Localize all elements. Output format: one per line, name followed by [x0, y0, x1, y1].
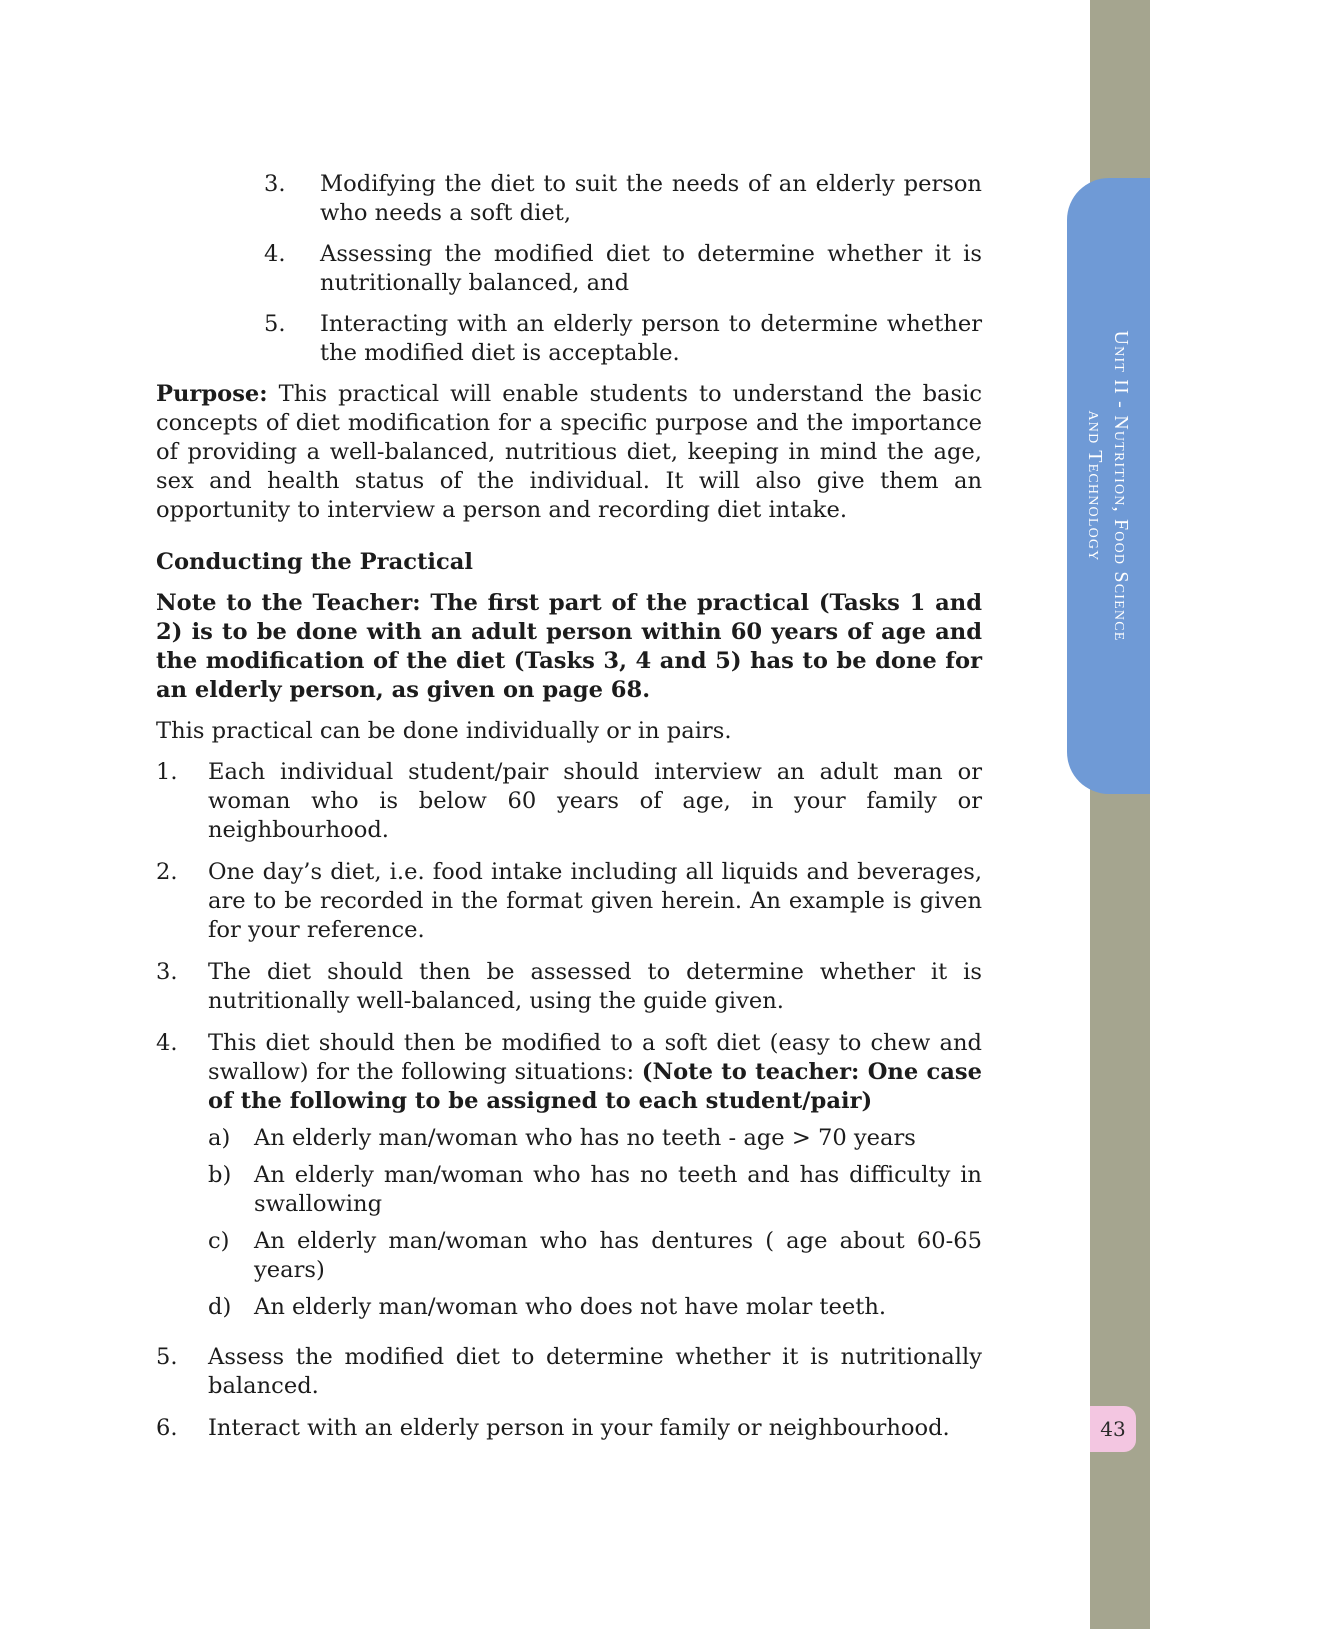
item-text: The diet should then be assessed to determine whether it is nutritionally well-balanced, using the guide given.: [208, 959, 982, 1014]
purpose-paragraph: [156, 380, 982, 525]
item-text: One day’s diet, i.e. food intake including all liquids and beverages, are to be recorded in the format given herein. An example is given for your reference.: [208, 859, 982, 943]
item-number: 4.: [264, 241, 286, 267]
item-number: 6.: [156, 1415, 178, 1441]
list-item: [156, 1029, 982, 1330]
item-text: Assess the modified diet to determine whether it is nutritionally balanced.: [208, 1344, 982, 1399]
item-number: 2.: [156, 859, 178, 885]
intro-line: This practical can be done individually or in pairs.: [156, 718, 732, 744]
item-number: 5.: [264, 311, 286, 337]
item-text: Each individual student/pair should interview an adult man or woman who is below 60 years of age, in your family or neighbourhood.: [208, 759, 982, 843]
sub-item-text: An elderly man/woman who has no teeth - age > 70 years: [254, 1125, 916, 1151]
item-number: 3.: [156, 959, 178, 985]
teacher-note: Note to the Teacher: The first part of the practical (Tasks 1 and 2) is to be done with an adult person within 60 years of age and the modification of the diet (Tasks 3, 4 and 5) has to be done for an elderly person, as given on page 68.: [156, 590, 982, 703]
item-number: 5.: [156, 1344, 178, 1370]
unit-tab-line-2: and Technology: [1084, 410, 1106, 562]
sub-item-text: An elderly man/woman who has dentures ( age about 60-65 years): [254, 1228, 982, 1283]
list-item: [156, 758, 982, 845]
list-item: [264, 170, 982, 228]
item-text: Modifying the diet to suit the needs of an elderly person who needs a soft diet,: [320, 171, 982, 226]
item-text: This diet should then be modified to a soft diet (easy to chew and swallow) for the following situations:: [208, 1030, 982, 1085]
sub-item-letter: a): [208, 1125, 231, 1151]
purpose-text: This practical will enable students to understand the basic concepts of diet modification for a specific purpose and the importance of providing a well-balanced, nutritious diet, keeping in mind the age, sex and health status of the individual. It will also give them an opportunity to interview a person and recording diet intake.: [156, 381, 982, 523]
page-content: [156, 170, 982, 1456]
list-item: [264, 310, 982, 368]
list-item: [156, 1343, 982, 1401]
list-item: [264, 240, 982, 298]
objectives-list: [264, 170, 982, 368]
cases-list: [208, 1124, 982, 1322]
list-item: [156, 858, 982, 945]
item-text: Interact with an elderly person in your family or neighbourhood.: [208, 1415, 950, 1441]
unit-tab-label: [1082, 330, 1134, 641]
item-number: 4.: [156, 1030, 178, 1056]
sub-item-letter: b): [208, 1162, 232, 1188]
sub-list-item: [208, 1227, 982, 1285]
steps-list: [156, 758, 982, 1443]
sub-item-text: An elderly man/woman who does not have molar teeth.: [254, 1294, 887, 1320]
list-item: [156, 1414, 982, 1443]
item-text: Interacting with an elderly person to determine whether the modified diet is acceptable.: [320, 311, 982, 366]
item-number: 1.: [156, 759, 178, 785]
sub-list-item: [208, 1124, 982, 1153]
section-heading: Conducting the Practical: [156, 549, 473, 575]
list-item: [156, 958, 982, 1016]
page-number: 43: [1090, 1406, 1136, 1452]
sub-list-item: [208, 1161, 982, 1219]
sub-list-item: [208, 1293, 982, 1322]
item-number: 3.: [264, 171, 286, 197]
unit-tab-line-1: Unit II - Nutrition, Food Science: [1110, 330, 1132, 642]
item-bold-note: (Note to teacher: One case of the following to be assigned to each student/pair): [208, 1059, 983, 1114]
item-body: [208, 1029, 982, 1330]
sub-item-letter: d): [208, 1294, 232, 1320]
sub-item-text: An elderly man/woman who has no teeth and has difficulty in swallowing: [254, 1162, 982, 1217]
item-text: Assessing the modified diet to determine whether it is nutritionally balanced, and: [320, 241, 982, 296]
item-paragraph: [208, 1029, 982, 1116]
purpose-label: Purpose:: [156, 381, 268, 407]
sub-item-letter: c): [208, 1228, 230, 1254]
